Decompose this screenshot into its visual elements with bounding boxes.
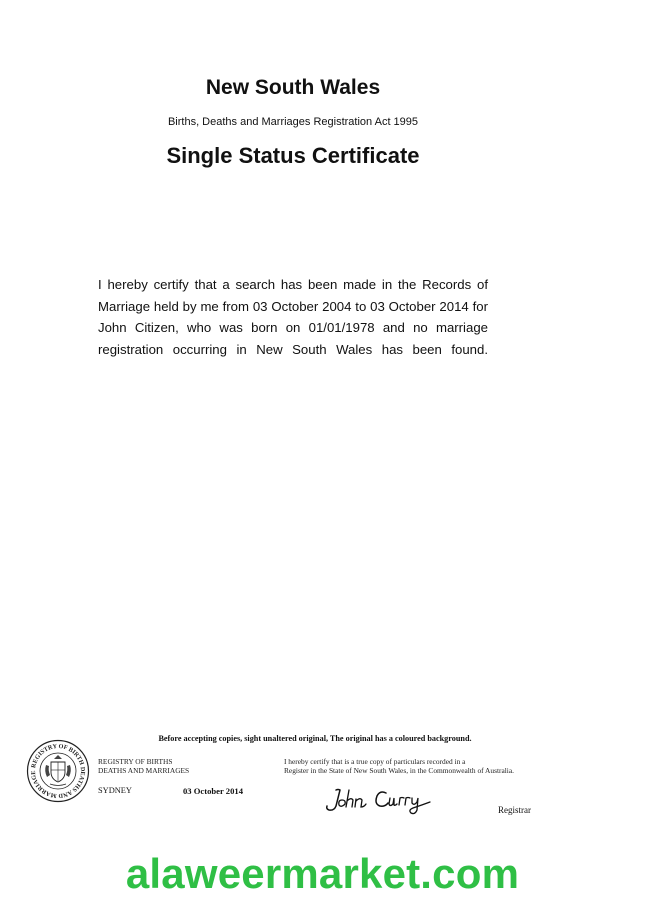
certification-line: John Citizen, who was born on 01/01/1978 and no marriage — [98, 320, 488, 335]
registrar-signature — [322, 784, 446, 816]
certification-paragraph — [98, 274, 488, 360]
issue-date: 03 October 2014 — [183, 786, 243, 796]
registry-name — [98, 757, 189, 775]
registry-line: DEATHS AND MARRIAGES — [98, 766, 190, 775]
svg-text:REGISTRY OF BIRTH DEATHS AND M — [26, 739, 86, 799]
watermark-text: alaweermarket.com — [125, 850, 520, 897]
true-copy-line: Register in the State of New South Wales, in the Commonwealth of Australia. — [284, 766, 514, 775]
certification-line: Marriage held by me from 03 October 2004 to 03 October 2014 for — [98, 298, 488, 314]
registrar-label: Registrar — [498, 805, 531, 815]
registry-seal-icon — [26, 739, 90, 803]
certificate-title: Single Status Certificate — [166, 143, 420, 168]
issue-city: SYDNEY — [98, 786, 132, 795]
certification-line: I hereby certify that a search has been made in the Records of — [98, 277, 488, 292]
act-subheading: Births, Deaths and Marriages Registration Act 1995 — [167, 116, 419, 128]
state-heading: New South Wales — [205, 76, 381, 99]
true-copy-statement — [284, 757, 514, 775]
seal-text: REGISTRY OF BIRTH DEATHS AND MARRIAGE — [29, 742, 87, 800]
registry-line: REGISTRY OF BIRTHS — [98, 757, 173, 766]
true-copy-line: I hereby certify that is a true copy of particulars recorded in a — [284, 757, 466, 766]
original-notice: Before accepting copies, sight unaltered original, The original has a coloured background. — [158, 734, 472, 743]
certification-line: registration occurring in New South Wales has been found. — [98, 341, 488, 357]
